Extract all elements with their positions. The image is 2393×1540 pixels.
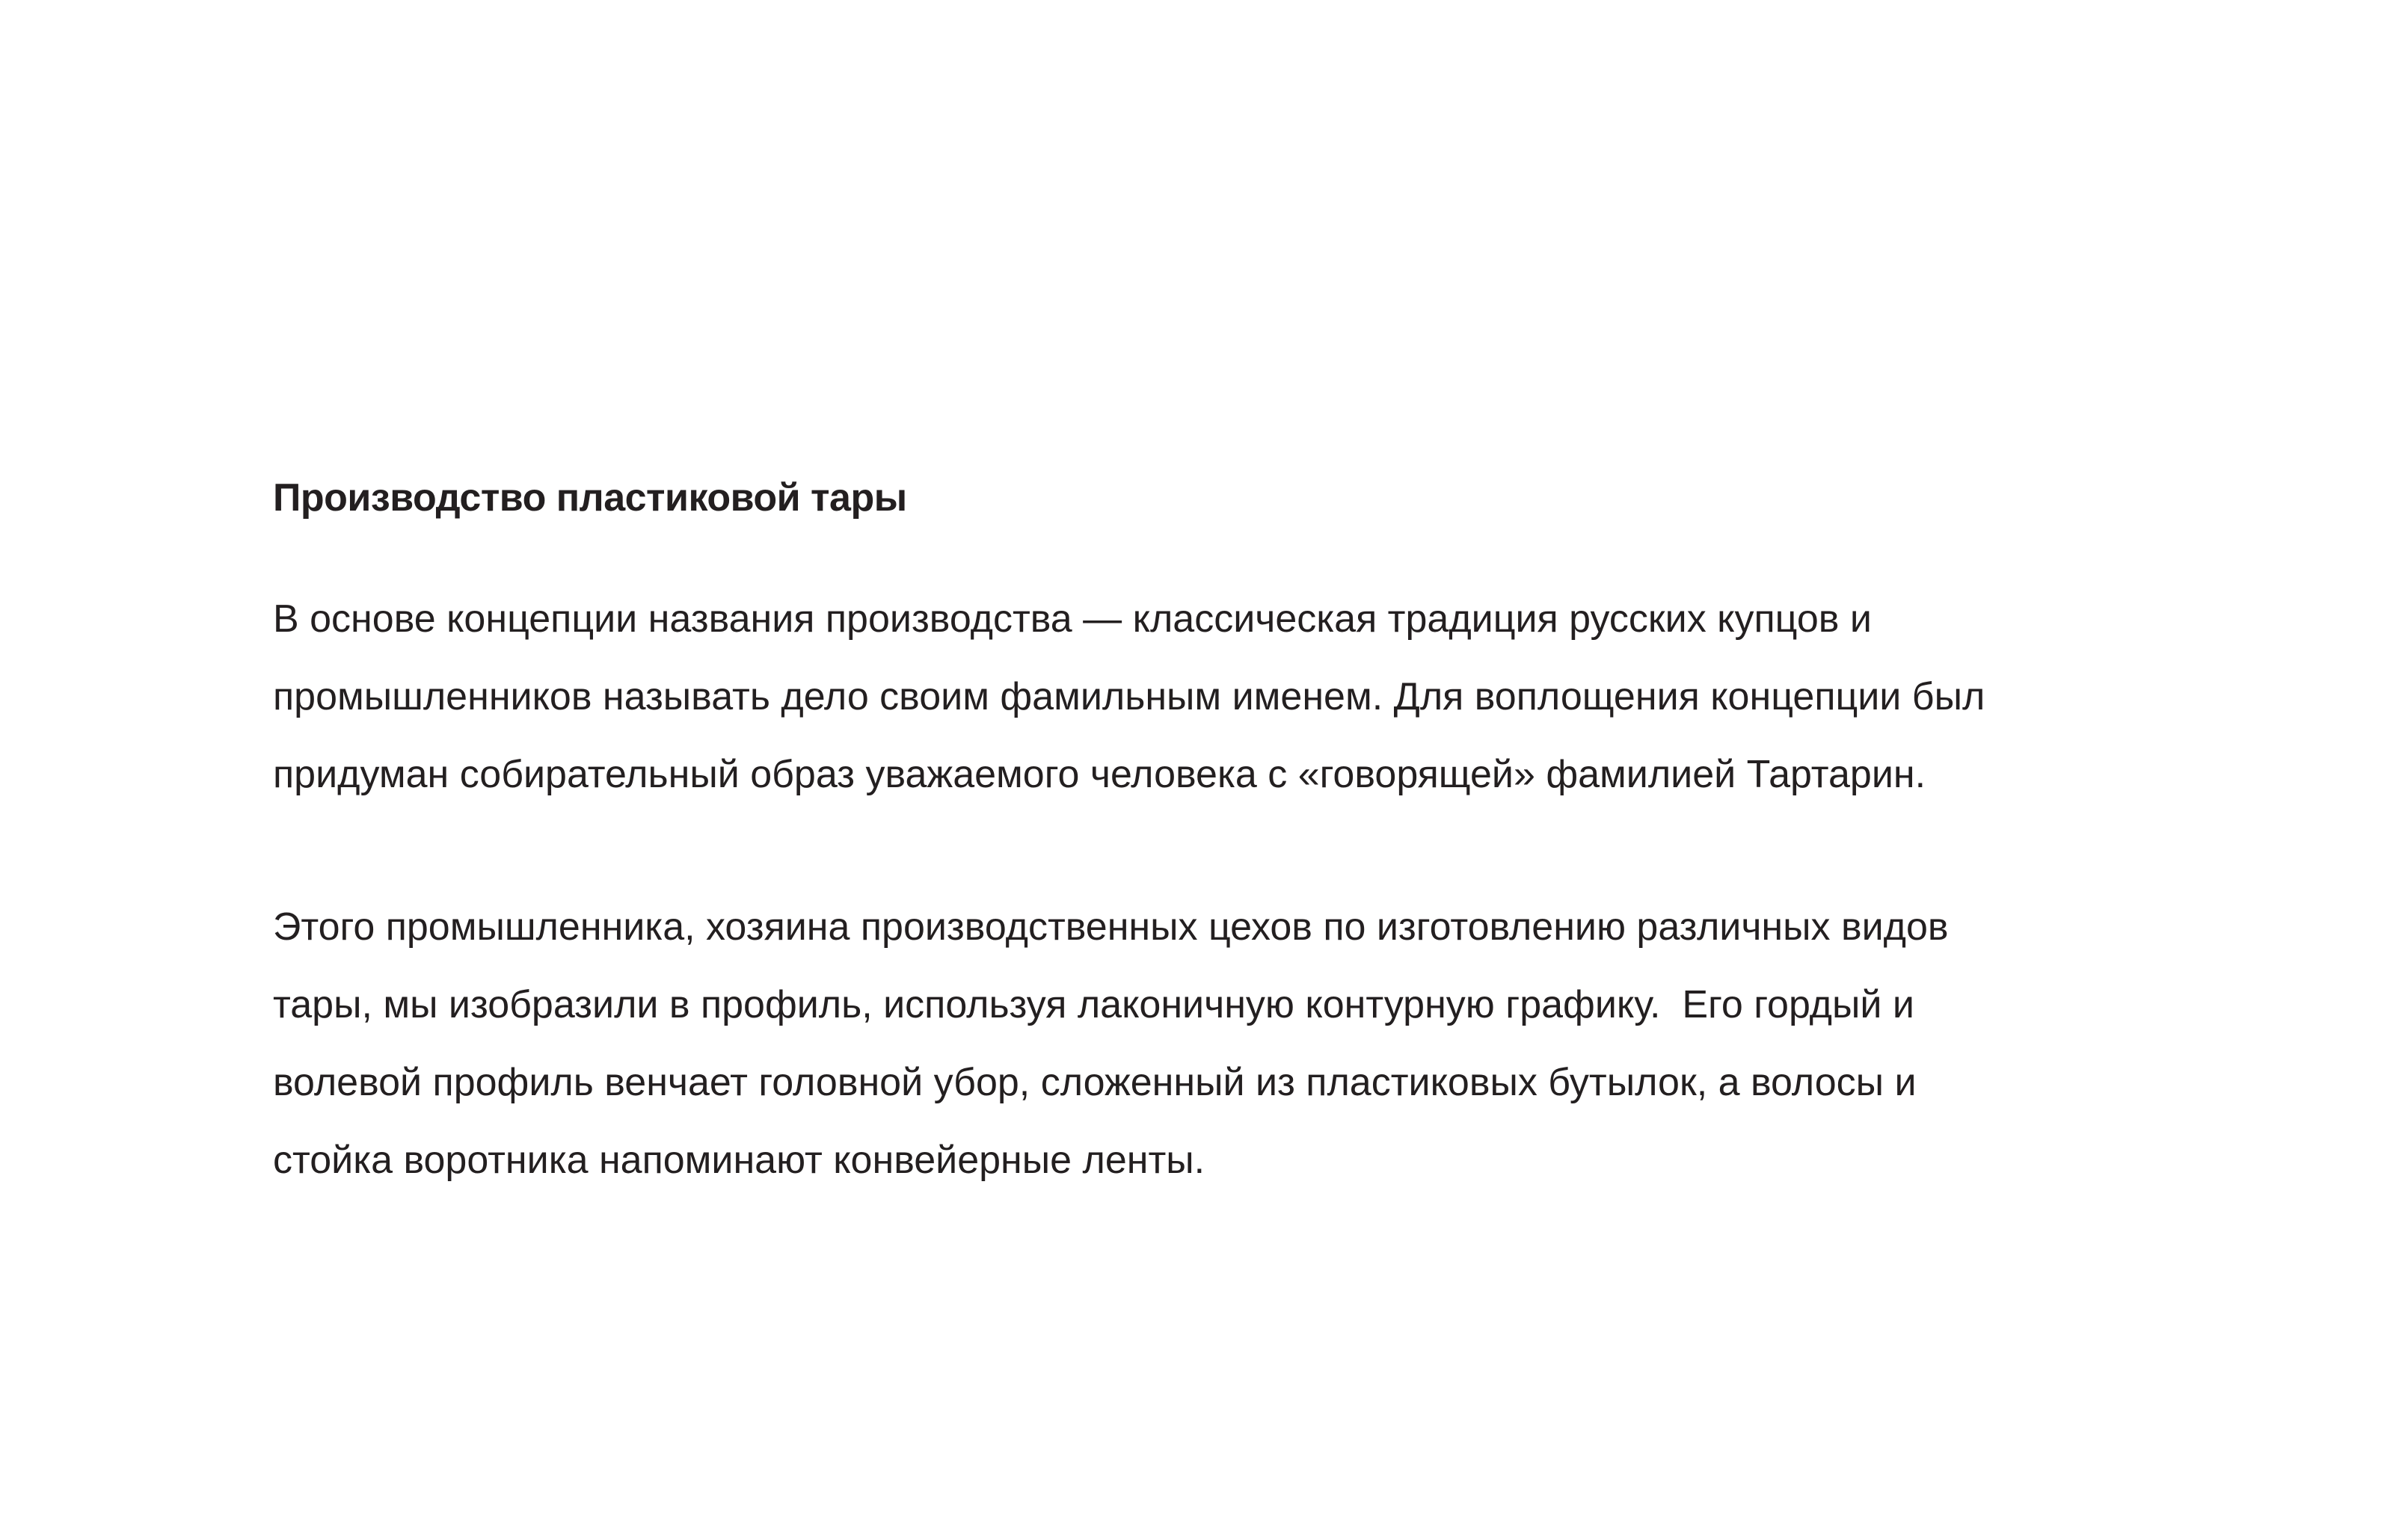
text-line: В основе концепции названия производства — классическая традиция русских купцов и — [273, 597, 1872, 641]
text-line: придуман собирательный образ уважаемого человека с «говорящей» фамилией Тартарин. — [273, 753, 1926, 796]
text-line: волевой профиль венчает головной убор, сложенный из пластиковых бутылок, а волосы и — [273, 1061, 1917, 1104]
text-line: Этого промышленника, хозяина производственных цехов по изготовлению различных видов — [273, 905, 1949, 949]
section-heading: Производство пластиковой тары — [273, 476, 907, 520]
paragraph-profile — [273, 888, 1949, 1199]
text-line: промышленников называть дело своим фамильным именем. Для воплощения концепции был — [273, 675, 1985, 718]
paragraph-concept — [273, 580, 1985, 813]
text-line: тары, мы изобразили в профиль, используя лаконичную контурную графику. Его гордый и — [273, 983, 1914, 1026]
text-line: стойка воротника напоминают конвейерные ленты. — [273, 1139, 1205, 1182]
